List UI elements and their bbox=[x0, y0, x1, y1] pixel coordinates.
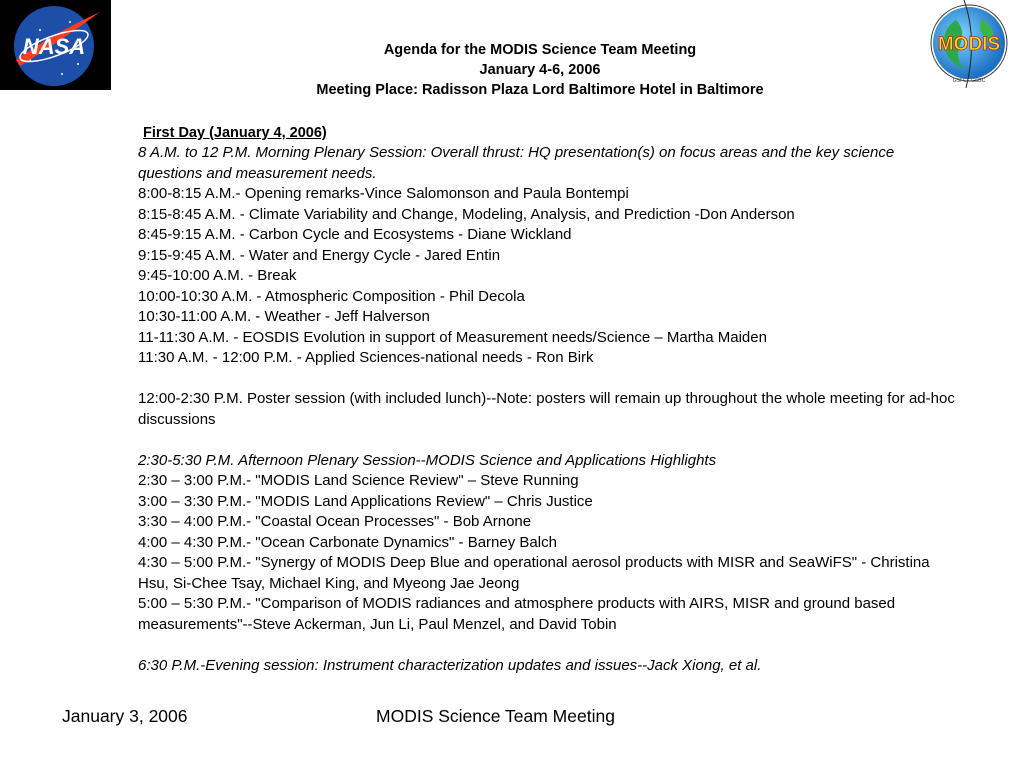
agenda-item: 4:00 – 4:30 P.M.- "Ocean Carbonate Dynamics" - Barney Balch bbox=[138, 533, 557, 551]
day-heading: First Day (January 4, 2006) bbox=[143, 125, 327, 141]
agenda-item: 8:15-8:45 A.M. - Climate Variability and Change, Modeling, Analysis, and Prediction -Don Anderson bbox=[138, 205, 795, 223]
agenda-item: 3:00 – 3:30 P.M.- "MODIS Land Applications Review" – Chris Justice bbox=[138, 492, 593, 510]
agenda-item: 8:45-9:15 A.M. - Carbon Cycle and Ecosystems - Diane Wickland bbox=[138, 226, 572, 243]
poster-session: 12:00-2:30 P.M. Poster session (with included lunch)--Note: posters will remain up throughout the whole meeting for ad-hoc discussions bbox=[138, 390, 955, 428]
agenda-item: 9:45-10:00 A.M. - Break bbox=[138, 267, 297, 284]
agenda-body bbox=[138, 123, 958, 676]
agenda-item: 10:30-11:00 A.M. - Weather - Jeff Halverson bbox=[138, 308, 430, 325]
agenda-item: 10:00-10:30 A.M. - Atmospheric Composition - Phil Decola bbox=[138, 287, 525, 305]
footer-date: January 3, 2006 bbox=[62, 706, 188, 726]
morning-items bbox=[138, 184, 958, 369]
agenda-item: 11:30 A.M. - 12:00 P.M. - Applied Sciences-national needs - Ron Birk bbox=[138, 349, 594, 366]
evening-session: 6:30 P.M.-Evening session: Instrument characterization updates and issues--Jack Xiong, et al. bbox=[138, 656, 762, 674]
afternoon-session-heading: 2:30-5:30 P.M. Afternoon Plenary Session--MODIS Science and Applications Highlights bbox=[138, 451, 717, 469]
meeting-place: Meeting Place: Radisson Plaza Lord Baltimore Hotel in Baltimore bbox=[316, 82, 764, 98]
modis-logo-ring-text: GSFC · GSBC bbox=[952, 78, 986, 84]
agenda-title: Agenda for the MODIS Science Team Meeting bbox=[383, 42, 697, 58]
agenda-item: 11-11:30 A.M. - EOSDIS Evolution in support of Measurement needs/Science – Martha Maiden bbox=[138, 328, 767, 346]
agenda-item: 3:30 – 4:00 P.M.- "Coastal Ocean Processes" - Bob Arnone bbox=[138, 513, 532, 530]
morning-session-heading: 8 A.M. to 12 P.M. Morning Plenary Session: Overall thrust: HQ presentation(s) on focus areas and the key science questions and measurement needs. bbox=[138, 144, 895, 182]
nasa-logo-icon bbox=[0, 0, 111, 90]
agenda-item: 5:00 – 5:30 P.M.- "Comparison of MODIS radiances and atmosphere products with AIRS, MISR and ground based measurements"--Steve Ackerman, Jun Li, Paul Menzel, and David Tobin bbox=[138, 595, 896, 633]
agenda-header bbox=[240, 40, 840, 100]
footer-meeting: MODIS Science Team Meeting bbox=[376, 706, 615, 726]
agenda-item: 9:15-9:45 A.M. - Water and Energy Cycle - Jared Entin bbox=[138, 246, 501, 264]
nasa-logo bbox=[0, 0, 111, 90]
modis-logo-text: MODIS bbox=[937, 34, 1001, 55]
agenda-item: 4:30 – 5:00 P.M.- "Synergy of MODIS Deep Blue and operational aerosol products with MISR and SeaWiFS" - Christina Hsu, Si-Chee Tsay, Michael King, and Myeong Jae Jeong bbox=[138, 554, 930, 592]
afternoon-items bbox=[138, 471, 958, 635]
agenda-item: 2:30 – 3:00 P.M.- "MODIS Land Science Review" – Steve Running bbox=[138, 472, 579, 489]
modis-logo bbox=[926, 0, 1012, 90]
nasa-logo-text: NASA bbox=[22, 34, 86, 59]
agenda-item: 8:00-8:15 A.M.- Opening remarks-Vince Salomonson and Paula Bontempi bbox=[138, 185, 629, 202]
modis-logo-icon bbox=[926, 0, 1012, 90]
agenda-dates: January 4-6, 2006 bbox=[479, 62, 601, 78]
